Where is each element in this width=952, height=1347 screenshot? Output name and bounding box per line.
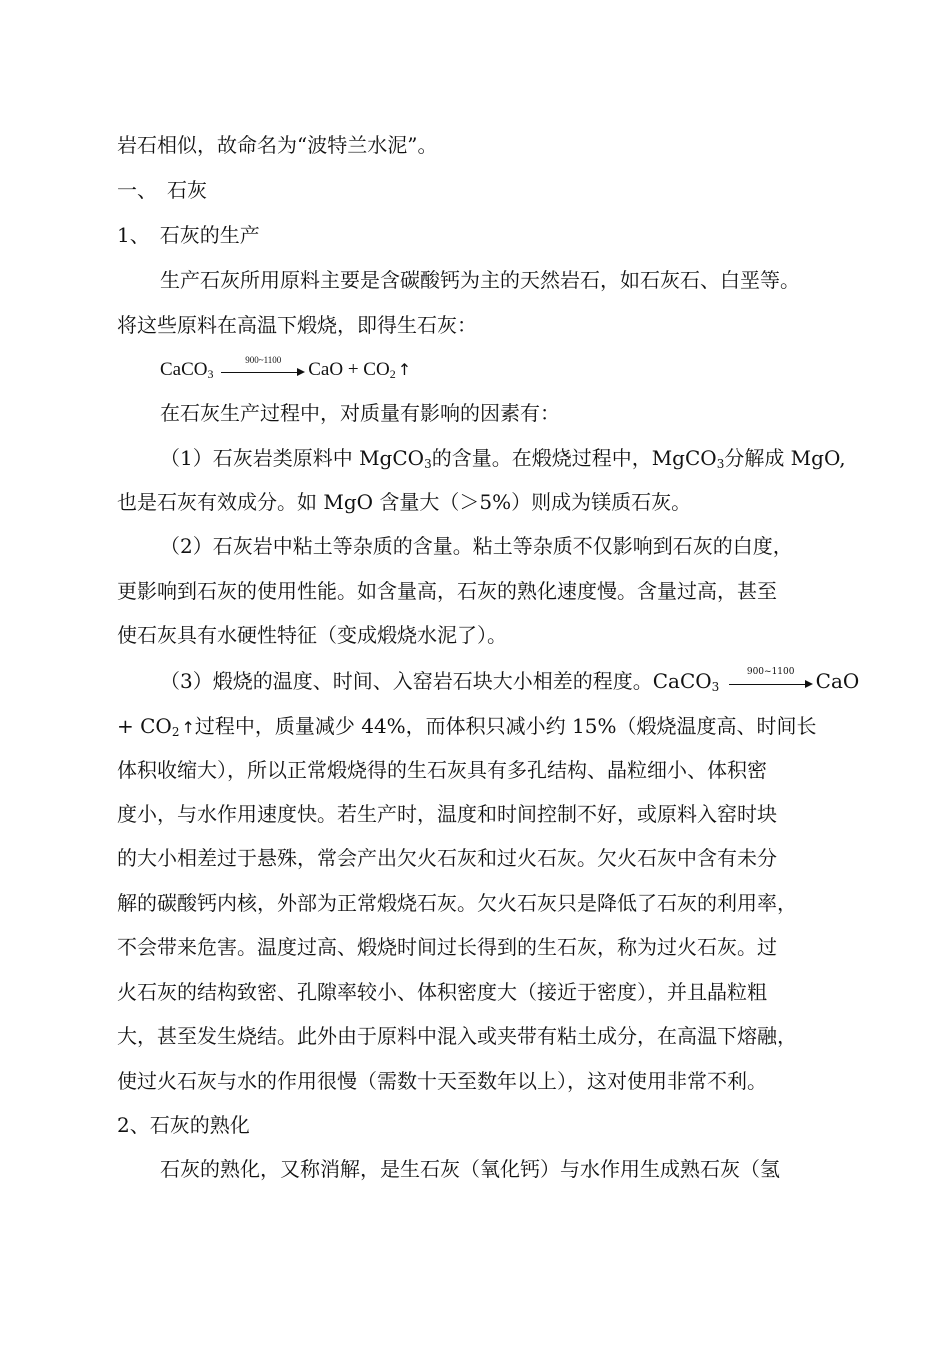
section-heading: 一、 石灰 (117, 178, 207, 202)
text-fragment: 的含量。在煅烧过程中，MgCO (431, 446, 717, 470)
paragraph-line: 度小，与水作用速度快。若生产时，温度和时间控制不好，或原料入窑时块 (117, 802, 777, 826)
paragraph-line: 更影响到石灰的使用性能。如含量高，石灰的熟化速度慢。含量过高，甚至 (117, 579, 777, 603)
paragraph-line: 使过火石灰与水的作用很慢（需数十天至数年以上），这对使用非常不利。 (117, 1069, 767, 1093)
text-fragment: （1）石灰岩类原料中 MgCO (160, 446, 425, 470)
gas-arrow-icon: ↑ (397, 360, 412, 379)
paragraph-line: 生产石灰所用原料主要是含碳酸钙为主的天然岩石，如石灰石、白垩等。 (160, 268, 800, 292)
text-fragment: 分解成 MgO, (724, 446, 846, 470)
subscript: 3 (424, 457, 432, 471)
text-fragment: 过程中，质量减少 44%，而体积只减小约 15%（煅烧温度高、时间长 (194, 714, 817, 738)
reaction-arrow (729, 666, 813, 690)
text-fragment: （3）煅烧的温度、时间、入窑岩石块大小相差的程度。CaCO (160, 669, 712, 693)
equation-subscript: 3 (207, 367, 214, 381)
subscript: 3 (716, 457, 725, 471)
paragraph-line: 火石灰的结构致密、孔隙率较小、体积密度大（接近于密度），并且晶粒粗 (117, 980, 767, 1004)
gas-arrow-icon: ↑ (181, 718, 195, 737)
paragraph-line (160, 443, 857, 479)
paragraph-line: 的大小相差过于悬殊，常会产出欠火石灰和过火石灰。欠火石灰中含有未分 (117, 846, 777, 870)
paragraph-line: 使石灰具有水硬性特征（变成煅烧水泥了）。 (117, 623, 507, 647)
paragraph-line: 解的碳酸钙内核，外部为正常煅烧石灰。欠火石灰只是降低了石灰的利用率， (117, 891, 797, 915)
paragraph-line: 石灰的熟化，又称消解，是生石灰（氧化钙）与水作用生成熟石灰（氢 (160, 1157, 780, 1181)
reaction-condition: 900~1100 (245, 354, 282, 365)
paragraph-line (160, 666, 860, 702)
subsection-heading: 1、 石灰的生产 (117, 223, 260, 247)
text-line: 岩石相似，故命名为“波特兰水泥”。 (117, 133, 438, 157)
subsection-heading: 2、石灰的熟化 (117, 1113, 250, 1137)
subscript: 3 (711, 680, 720, 694)
equation-product: CO (363, 359, 390, 380)
reaction-condition: 900~1100 (746, 666, 795, 677)
text-fragment: CaO (815, 669, 860, 693)
equation-product: CaO (308, 359, 344, 380)
paragraph-line (117, 711, 857, 747)
paragraph-line: 将这些原料在高温下煅烧，即得生石灰： (117, 313, 477, 337)
equation-subscript: 2 (389, 367, 396, 381)
paragraph-line: 也是石灰有效成分。如 MgO 含量大（＞5%）则成为镁质石灰。 (117, 490, 692, 514)
paragraph-line: 不会带来危害。温度过高、煅烧时间过长得到的生石灰，称为过火石灰。过 (117, 935, 777, 959)
chemical-equation (160, 355, 900, 389)
paragraph-line: 在石灰生产过程中，对质量有影响的因素有： (160, 401, 560, 425)
equation-plus: + (347, 359, 359, 380)
subscript: 2 (171, 725, 180, 739)
paragraph-line: （2）石灰岩中粘土等杂质的含量。粘土等杂质不仅影响到石灰的白度， (160, 534, 793, 558)
paragraph-line: 体积收缩大），所以正常煅烧得的生石灰具有多孔结构、晶粒细小、体积密 (117, 758, 767, 782)
equation-reactant: CaCO (160, 359, 208, 380)
reaction-arrow (221, 354, 305, 378)
text-fragment: + CO (117, 714, 172, 738)
paragraph-line: 大，甚至发生烧结。此外由于原料中混入或夹带有粘土成分，在高温下熔融， (117, 1024, 797, 1048)
